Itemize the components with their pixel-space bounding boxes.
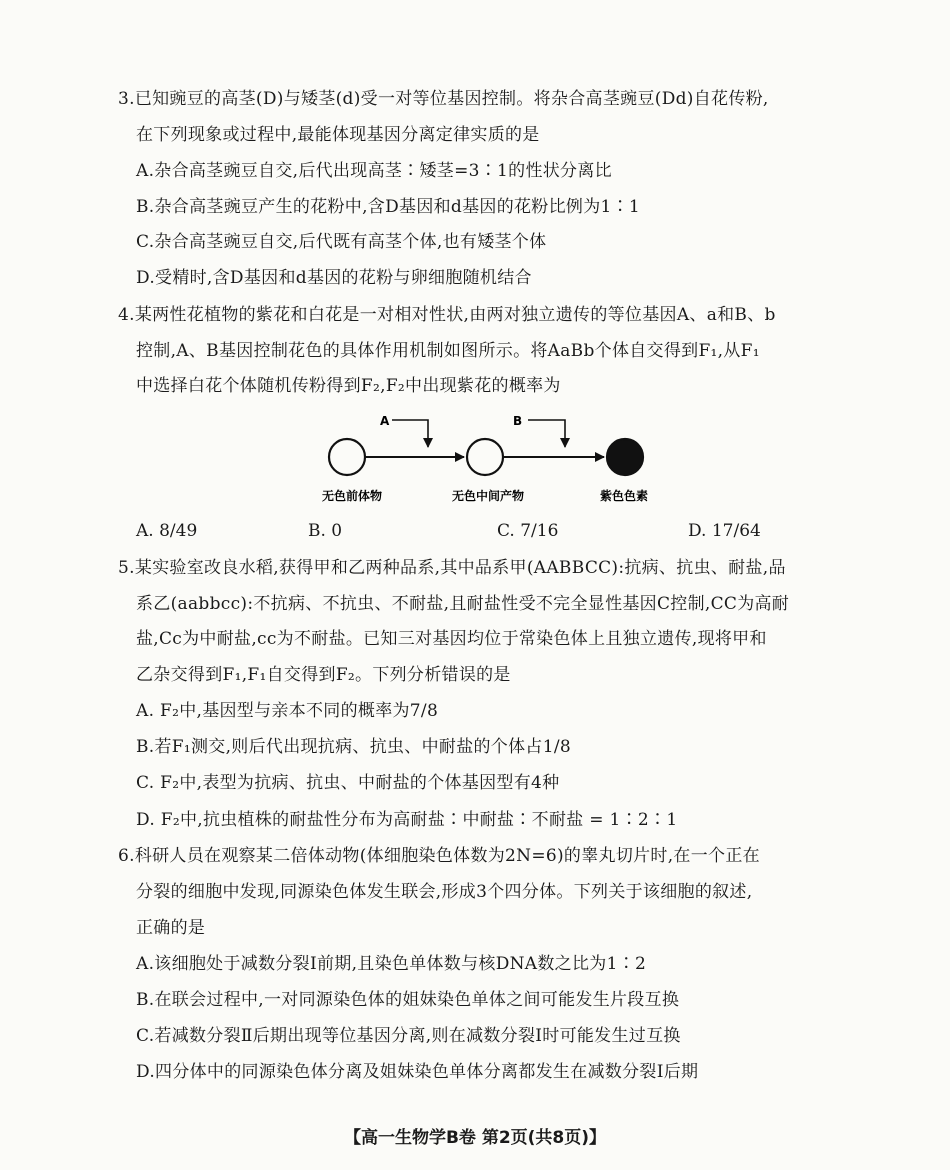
q5-stem-line-2: 系乙(aabbcc):不抗病、不抗虫、不耐盐,且耐盐性受不完全显性基因C控制,CC为高耐 (136, 594, 790, 614)
q4-stem-line-1: 4.某两性花植物的紫花和白花是一对相对性状,由两对独立遗传的等位基因A、a和B、b (118, 305, 776, 325)
q6-stem-line-1: 6.科研人员在观察某二倍体动物(体细胞染色体数为2N=6)的睾丸切片时,在一个正在 (118, 846, 760, 866)
precursor-node (329, 439, 365, 475)
q3-stem-line-2: 在下列现象或过程中,最能体现基因分离定律实质的是 (136, 125, 540, 145)
q6-option-b: B.在联会过程中,一对同源染色体的姐妹染色单体之间可能发生片段互换 (136, 990, 680, 1010)
q6-stem-line-3: 正确的是 (136, 918, 206, 938)
page-footer: 【高一生物学B卷 第2页(共8页)】 (343, 1128, 607, 1148)
q4-option-b: B. 0 (308, 521, 343, 541)
intermediate-node (467, 439, 503, 475)
q5-stem-line-4: 乙杂交得到F₁,F₁自交得到F₂。下列分析错误的是 (136, 665, 511, 685)
q4-option-c: C. 7/16 (497, 521, 559, 541)
q5-option-a: A. F₂中,基因型与亲本不同的概率为7/8 (136, 701, 439, 721)
intermediate-label: 无色中间产物 (451, 489, 525, 503)
pigment-pathway-diagram (310, 400, 680, 515)
pigment-label: 紫色色素 (599, 489, 649, 503)
q5-option-c: C. F₂中,表型为抗病、抗虫、中耐盐的个体基因型有4种 (136, 773, 560, 793)
q6-option-a: A.该细胞处于减数分裂Ⅰ前期,且染色单体数与核DNA数之比为1∶2 (136, 954, 647, 974)
q3-option-b: B.杂合高茎豌豆产生的花粉中,含D基因和d基因的花粉比例为1∶1 (136, 197, 641, 217)
pigment-node (607, 439, 643, 475)
gene-b-control-arrow (528, 420, 565, 447)
precursor-label: 无色前体物 (321, 489, 383, 503)
q4-option-a: A. 8/49 (136, 521, 198, 541)
gene-a-control-arrow (392, 420, 428, 447)
gene-a-label: A (380, 414, 390, 428)
q6-stem-line-2: 分裂的细胞中发现,同源染色体发生联会,形成3个四分体。下列关于该细胞的叙述, (136, 882, 753, 902)
q5-option-b: B.若F₁测交,则后代出现抗病、抗虫、中耐盐的个体占1/8 (136, 737, 571, 757)
gene-b-label: B (513, 414, 523, 428)
q4-stem-line-2: 控制,A、B基因控制花色的具体作用机制如图所示。将AaBb个体自交得到F₁,从F₁ (136, 341, 760, 361)
q5-option-d: D. F₂中,抗虫植株的耐盐性分布为高耐盐∶中耐盐∶不耐盐 = 1∶2∶1 (136, 810, 678, 830)
q3-stem-line-1: 3.已知豌豆的高茎(D)与矮茎(d)受一对等位基因控制。将杂合高茎豌豆(Dd)自花传粉, (118, 89, 769, 109)
q6-option-c: C.若减数分裂Ⅱ后期出现等位基因分离,则在减数分裂Ⅰ时可能发生过互换 (136, 1026, 681, 1046)
q6-option-d: D.四分体中的同源染色体分离及姐妹染色单体分离都发生在减数分裂Ⅰ后期 (136, 1062, 699, 1082)
q5-stem-line-1: 5.某实验室改良水稻,获得甲和乙两种品系,其中品系甲(AABBCC):抗病、抗虫、耐盐,品 (118, 558, 786, 578)
q3-option-d: D.受精时,含D基因和d基因的花粉与卵细胞随机结合 (136, 268, 532, 288)
q4-stem-line-3: 中选择白花个体随机传粉得到F₂,F₂中出现紫花的概率为 (136, 376, 561, 396)
q3-option-a: A.杂合高茎豌豆自交,后代出现高茎∶矮茎=3∶1的性状分离比 (136, 161, 612, 181)
q5-stem-line-3: 盐,Cc为中耐盐,cc为不耐盐。已知三对基因均位于常染色体上且独立遗传,现将甲和 (136, 629, 767, 649)
q4-option-d: D. 17/64 (688, 521, 761, 541)
q3-option-c: C.杂合高茎豌豆自交,后代既有高茎个体,也有矮茎个体 (136, 232, 547, 252)
